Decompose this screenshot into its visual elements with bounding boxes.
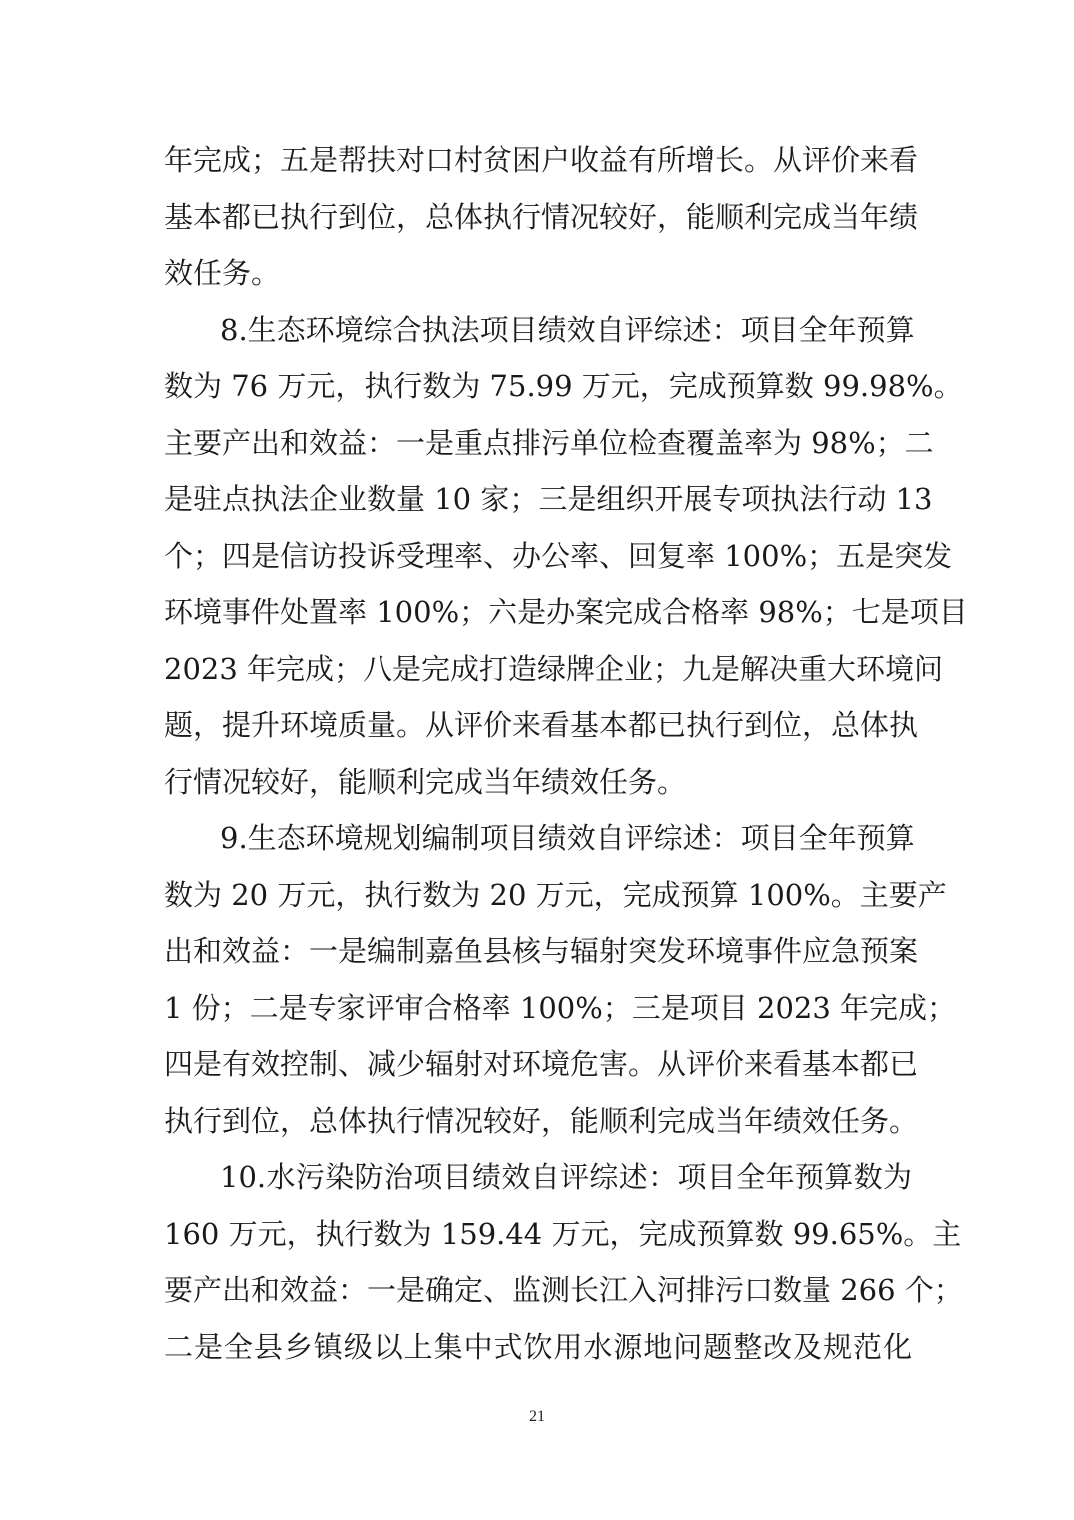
- text-line: 环境事件处置率 100%；六是办案完成合格率 98%；七是项目: [164, 595, 968, 629]
- text-line: 二是全县乡镇级以上集中式饮用水源地问题整改及规范化: [164, 1329, 912, 1364]
- text-line: 效任务。: [164, 256, 281, 290]
- text-line: 四是有效控制、减少辐射对环境危害。从评价来看基本都已: [164, 1047, 919, 1081]
- paragraph-8-heading-line: 8.生态环境综合执法项目绩效自评综述：项目全年预算: [220, 312, 915, 347]
- text-line: 主要产出和效益：一是重点排污单位检查覆盖率为 98%；二: [164, 425, 934, 460]
- paragraph-9-heading-line: 9.生态环境规划编制项目绩效自评综述：项目全年预算: [220, 821, 915, 855]
- text-line: 2023 年完成；八是完成打造绿牌企业；九是解决重大环境问: [164, 651, 944, 686]
- text-line: 要产出和效益：一是确定、监测长江入河排污口数量 266 个；: [164, 1273, 963, 1307]
- body-text: [164, 132, 968, 1375]
- text-line: 执行到位，总体执行情况较好，能顺利完成当年绩效任务。: [164, 1103, 919, 1138]
- text-line: 数为 20 万元，执行数为 20 万元，完成预算 100%。主要产: [164, 877, 947, 912]
- paragraph-10-heading-line: 10.水污染防治项目绩效自评综述：项目全年预算数为: [220, 1160, 912, 1194]
- text-line: 基本都已执行到位，总体执行情况较好，能顺利完成当年绩: [164, 199, 919, 234]
- text-line: 年完成；五是帮扶对口村贫困户收益有所增长。从评价来看: [164, 143, 919, 177]
- text-line: 1 份；二是专家评审合格率 100%；三是项目 2023 年完成；: [164, 990, 957, 1025]
- text-line: 160 万元，执行数为 159.44 万元，完成预算数 99.65%。主: [164, 1216, 962, 1251]
- text-line: 题，提升环境质量。从评价来看基本都已执行到位，总体执: [164, 708, 919, 742]
- text-line: 数为 76 万元，执行数为 75.99 万元，完成预算数 99.98%。: [164, 369, 963, 403]
- text-line: 个；四是信访投诉受理率、办公率、回复率 100%；五是突发: [164, 538, 953, 573]
- page-number: 21: [529, 1408, 545, 1425]
- text-line: 是驻点执法企业数量 10 家；三是组织开展专项执法行动 13: [164, 482, 933, 516]
- text-line: 行情况较好，能顺利完成当年绩效任务。: [164, 764, 687, 799]
- text-line: 出和效益：一是编制嘉鱼县核与辐射突发环境事件应急预案: [164, 934, 919, 968]
